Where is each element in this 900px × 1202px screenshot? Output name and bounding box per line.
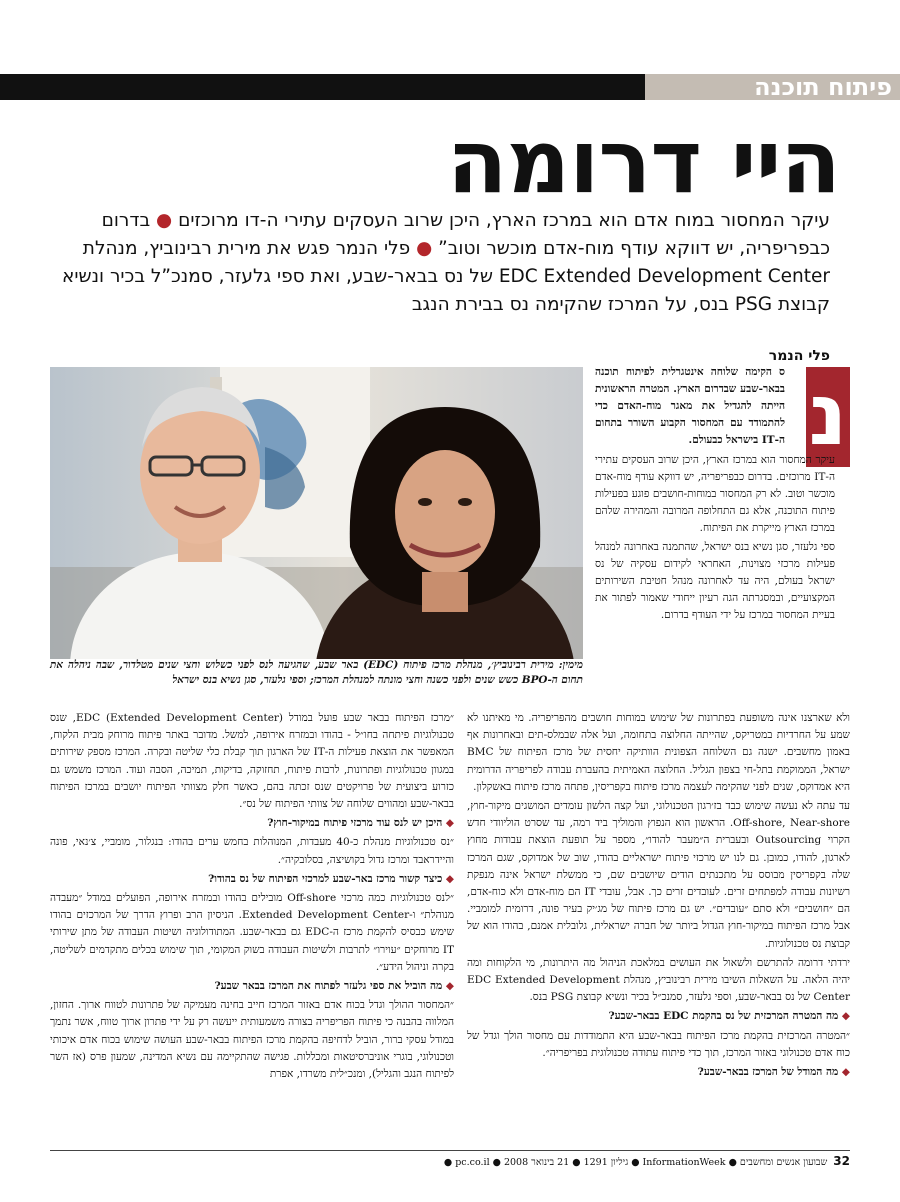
paragraph: ״מרכז הפיתוח בבאר שבע פועל במודל EDC (Extended Development Center), שנס טכנולוגיות פיתחה בחו״ל - בהודו ובמזרח אירופה, למשל. מדובר באתר פיתוח מרוחק מבית הלקוח, המאפשר את הוצאת פעילות ה-IT של הארגון תוך קבלת כלי שליטה ובקרה. המרכז מספק שירותים במגוון טכנולוגיות ופתרונות, לרבות פיתוח, תחזוקה, בדיקות, תמיכה, הסבה ועוד. המרכז משמש גם כזרוע ביצועית של פרויקטים שנס זכתה בהם, כאשר חלק מצוותי הפיתוח יושבים במרכז הפיתוח בבאר-שבע ומהווים שלוחה של צוותי הפיתוח של נס״. xyxy=(50,712,455,811)
answer: ״לנס טכנולוגיות כמה מרכזי Off-shore מובילים בהודו ובמזרח אירופה, הפועלים במודל ״מעבדה מנוהלת״ ו-Extended Development Center. הניסיון הרב ופרוץ הדרך של המרכזים בהודו שימש כבסיס להקמת מרכז ה-EDC גם בבאר-שבע. המתודולוגיה ושיטות העבודה של מתן שירותי IT מרוחקים ״עוירו״ לתרבות ולשיטות העבודה בשוק המקומי, תוך שימוש בכלים מתקדמים לשליטה, בקרה וניהול הידע״. xyxy=(50,892,455,973)
headline: היי דרומה xyxy=(447,110,840,213)
bullet-icon: ● xyxy=(416,238,433,259)
bullet-icon: ● xyxy=(156,210,173,231)
paragraph: ולא שארצנו אינה משופעת בפתרונות של שימוש במוחות חושבים מהפריפריה. מי מאיתנו לא שמע על החרדיות במטריקס, שהייתה החלוצה בתחומה, ועל אלה שבמלס-תים ובאחרונות אף באמון מחשבים. ישנה גם השלוחה הצפונית הוותיקה יחסית של מרכז הפיתוח של BMC ישראל, הממוקמת בתל-חי בצפון הגליל. החלוצה האמיתית בהעברת עבודה לפריפריה הדרומית היא אמדוקס, שנים לפני שהקימה לעצמה מרכז פיתוח בקפריסין, פתחה מרכז פיתוח באשקלון. xyxy=(467,712,850,793)
question xyxy=(50,978,454,995)
photo-caption: מימין: מירית רבינוביץ׳, מנהלת מרכז פיתוח (EDC) באר שבע, שהגיעה לנס לפני כשלוש וחצי שנים מטלדור, שבה ניהלה את תחום ה-BPO כשש שנים ולפני כשנה וחצי מונתה למנהלת המרכז; וספי גלעזר, סגן נשיא בנס ישראל xyxy=(50,659,583,686)
answer: ״המטרה המרכזית בהקמת מרכז הפיתוח בבאר-שבע היא התמודדות עם מחסור הולך וגדל של כוח אדם טכנולוגי באזור המרכז, תוך כדי פיתוח עתודה טכנולוגית בפריפריה״. xyxy=(467,1029,850,1059)
article-photo xyxy=(50,367,583,659)
drop-cap: נ xyxy=(806,367,850,467)
lead-part-1: עיקר המחסור במוח אדם הוא במרכז הארץ, היכן שרוב העסקים עתירי ה-דו מרוכזים xyxy=(178,210,830,231)
article-column-left xyxy=(50,710,454,1085)
question xyxy=(50,871,454,888)
paragraph: עד עתה לא נעשה שימוש כבד בז׳רגון הטכנולוגי, ועל קצה הלשון עומדים המושגים מיקור-חוץ, Off-shore, Near-shore. הראשון הוא הנפוץ והמוליך ביד רמה, עד שסרט הוליוודי חדש הקרוי Outsourcing ובעברית ה״מעבר להודו״, מספר על תופעת הוצאת עבודות מחוץ לארגון, להודו, כמובן. גם לנו יש מרכזי פיתוח ישראליים בהודו, שוב של אמדוקס, שגם המרכז שלה בקפריסין מבוסס על מתכנתים הודים שיושבים שם, כי ממשלת ישראל אינה מנפקת רשיונות עבודה למפתחים זרים. לעובדים זרים כך. אבל, עובדי IT הם מוח-אדם ולא כוח-אדם, הם ״חושבים״ ולא סתם ״עובדים״. יש גם מרכז פיתוח של מג׳יק בעיר פונה, דרומית למומביי. אבל מרכז הפיתוח במיקור-חוץ הגדול ביותר של חברה ישראלית, גלובלית אמנם, בהודו הוא של קבוצת נס טכנולוגיות. xyxy=(467,800,851,950)
page-footer xyxy=(50,1154,850,1170)
photo-illustration xyxy=(50,367,583,659)
question xyxy=(467,1008,850,1025)
byline: פלי הנמר xyxy=(768,348,830,364)
question-text: מה המודל של המרכז בבאר-שבע? xyxy=(697,1066,839,1079)
lead-paragraph xyxy=(50,207,830,319)
question xyxy=(467,1064,850,1081)
intro-bold xyxy=(595,364,835,449)
lead-part-3: פלי הנמר פגש את מירית רבינוביץ, מנהלת EDC Extended Development Center של נס בבאר-שבע, ואת ספי גלעזר, סמנכ”ל בכיר ונשיא קבוצת PSG בנס, על המרכז שהקימה נס בבירת הנגב xyxy=(62,238,830,315)
paragraph: עיקר המחסור הוא במרכז הארץ, היכן שרוב העסקים עתירי ה-IT מרוכזים. בדרום כבפריפריה, יש דווקא עודף מוח-אדם מוכשר וטוב. לא רק המחסור במוחות-חושבים פוגע בפעילות פיתוח התוכנה, אלא גם התחלופה המרובה והמהירה שלהם במרכז הארץ מייקרת את הפיתוח. xyxy=(595,454,835,534)
diamond-icon: ◆ xyxy=(445,817,454,830)
lead-part-2: בדרום כבפריפריה, יש דווקא עודף מוח-אדם מוכשר וטוב” xyxy=(101,210,830,259)
diamond-icon: ◆ xyxy=(841,1010,850,1023)
page-number: 32 xyxy=(833,1154,850,1168)
article-column-right xyxy=(467,710,850,1083)
diamond-icon: ◆ xyxy=(445,980,454,993)
question-text: היכן יש לנס עוד מרכזי פיתוח במיקור-חוץ? xyxy=(267,817,443,830)
question xyxy=(50,815,454,832)
question-text: מה הוביל את ספי גלעזר לפתוח את המרכז בבאר שבע? xyxy=(214,980,443,993)
question-text: מה המטרה המרכזית של נס בהקמת EDC בבאר-שבע? xyxy=(608,1010,839,1023)
intro-column xyxy=(595,364,835,624)
diamond-icon: ◆ xyxy=(841,1066,850,1079)
diamond-icon: ◆ xyxy=(445,872,454,885)
section-title: פיתוח תוכנה xyxy=(754,73,892,101)
answer: ״המחסור ההולך וגדל בכוח אדם באזור המרכז חייב בחינה מעמיקה של פתרונות לטווח ארוך. החזון, המלווה בהבנה כי פיתוח הפריפריה בצורה משמעותית ייעשה רק על ידי פתרון ארוך טווח, אשר נתמך במודל עסקי ברור, הוביל לדחיפה בהקמת מרכז הפיתוח בבאר-שבע העושה שימוש בכוח אדם איכותי וטכנולוגי, בוגרי אוניברסיטאות ומכללות. פגישה שהתקיימה עם נשיא המדינה, שמעון פרס (אז השר לפיתוח הנגב והגליל), ומנכ״לית משרדו, אפרת xyxy=(50,999,454,1081)
answer: ״נס טכנולוגיות מנהלת כ-40 מעבדות, המנוהלות בחמש ערים בהודו: בנגלור, מומביי, צ׳נאי, פונה והיידראבד ומרכז גדול בקושיצה, בסלובקיה״. xyxy=(50,836,455,866)
question-text: כיצד קשור מרכז באר-שבע למרכזי הפיתוח של נס בהודו? xyxy=(208,872,443,885)
paragraph: ירדתי דרומה להתרשם ולשאול את העושים במלאכת הניהול מה היתרונות, מי הלקוחות ומה יהיה הלאה. על השאלות השיבו מירית רבינוביץ, מנהלת EDC Extended Development Center של נס בבאר-שבע, וספי גלעזר, סמנכ״ל בכיר ונשיא קבוצת PSG בנס. xyxy=(467,956,850,1004)
intro-bold-text: ס הקימה שלוחה אינטגרלית לפיתוח תוכנה בבאר-שבע שבדרום הארץ. המטרה הראשונית הייתה להגדיל את מאגר מוח-האדם כדי להתמודד עם המחסור הקבוע השורר בתחום ה-IT בישראל כבעולם. xyxy=(595,366,785,446)
footer-divider xyxy=(50,1150,850,1151)
paragraph: ספי גלעזר, סגן נשיא בנס ישראל, שהתמנה באחרונה למנהל פעילות מרכזי מצוינות, האחראי לקידום עסקיה של נס ישראל בעולם, היה עד לאחרונה מנהל חטיבת השירותים המקצועיים, ובמסגרתה הגה רעיון ייחודי שאמור לפתור את בעיית המחסור במרכז על ידי העודף בדרום. xyxy=(595,541,835,621)
footer-text: שבועון אנשים ומחשבים ● InformationWeek ● גיליון 1291 ● 21 בינואר 2008 ● pc.co.il ● xyxy=(443,1157,828,1168)
